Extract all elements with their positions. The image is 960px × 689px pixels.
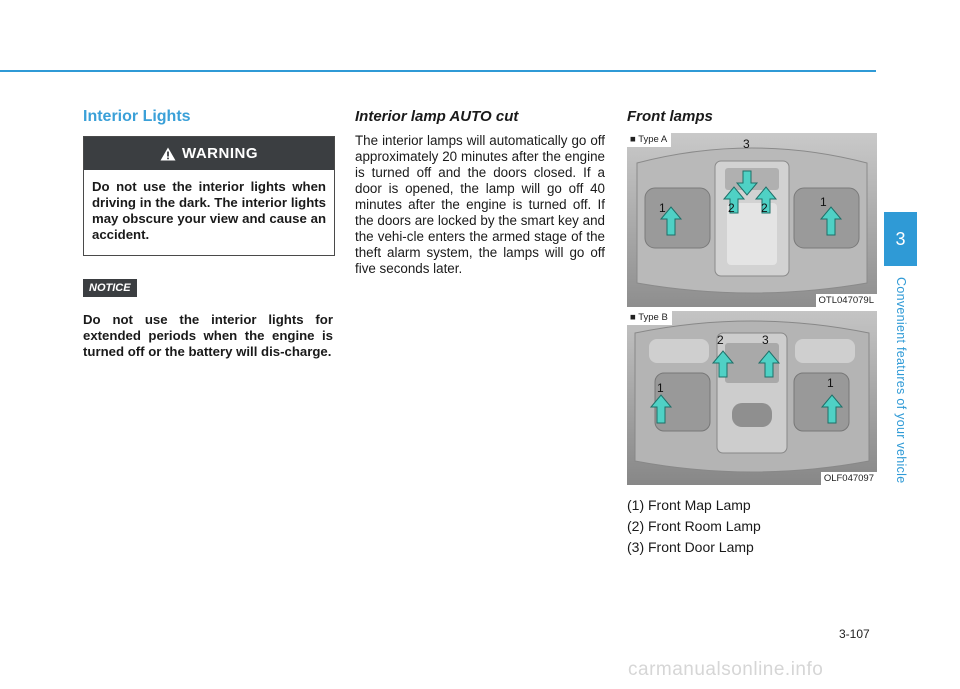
- figure-code: OLF047097: [821, 472, 877, 485]
- warning-heading: WARNING: [182, 145, 258, 162]
- type-label: ■ Type B: [627, 311, 672, 325]
- notice-badge: NOTICE: [83, 279, 137, 297]
- overhead-console-illustration: [627, 311, 877, 485]
- watermark: carmanualsonline.info: [628, 659, 824, 680]
- lamp-list: [627, 495, 879, 557]
- warning-box: [83, 136, 335, 256]
- callout-2-left: 2: [728, 201, 735, 215]
- auto-cut-text: The interior lamps will automatically go off approximately 20 minutes after the engine is turned off and the doors closed. If a door is opened, the lamp will go off 40 minutes after the engine is turned off. If the doors are locked by the smart key and the vehi-cle enters the armed stage of the theft alarm system, the lamps will go off five seconds later.: [355, 133, 605, 276]
- warning-triangle-icon: [160, 147, 176, 161]
- callout-1-right: 1: [820, 195, 827, 209]
- chapter-title: Convenient features of your vehicle: [894, 276, 908, 484]
- interior-lights-section: [83, 108, 333, 360]
- section-title: Interior lamp AUTO cut: [355, 108, 519, 125]
- callout-3: 3: [762, 333, 769, 347]
- auto-cut-section: [355, 108, 605, 277]
- chapter-number-tab: 3: [884, 212, 917, 266]
- type-label: ■ Type A: [627, 133, 671, 147]
- front-lamps-section: [627, 108, 879, 558]
- warning-text: Do not use the interior lights when driving in the dark. The interior lights may obscure your view and cause an accident.: [92, 179, 326, 242]
- list-item: (2) Front Room Lamp: [627, 518, 761, 534]
- list-item: (1) Front Map Lamp: [627, 497, 751, 513]
- page-number: 3-107: [839, 627, 870, 641]
- callout-2: 2: [717, 333, 724, 347]
- section-title: Front lamps: [627, 108, 713, 125]
- section-title: Interior Lights: [83, 108, 191, 125]
- header-rule: [0, 70, 876, 72]
- figure-type-b: [627, 311, 877, 485]
- list-item: (3) Front Door Lamp: [627, 539, 754, 555]
- callout-3: 3: [743, 137, 750, 151]
- type-label-text: Type A: [638, 134, 668, 145]
- warning-header: [84, 137, 334, 170]
- callout-1-right: 1: [827, 376, 834, 390]
- callout-2-right: 2: [761, 201, 768, 215]
- figure-code: OTL047079L: [816, 294, 877, 307]
- notice-text: Do not use the interior lights for extended periods when the engine is turned off or the battery will dis-charge.: [83, 312, 333, 359]
- type-label-text: Type B: [638, 312, 668, 323]
- overhead-console-illustration: [627, 133, 877, 307]
- callout-1-left: 1: [657, 381, 664, 395]
- figure-type-a: [627, 133, 877, 307]
- callout-1-left: 1: [659, 201, 666, 215]
